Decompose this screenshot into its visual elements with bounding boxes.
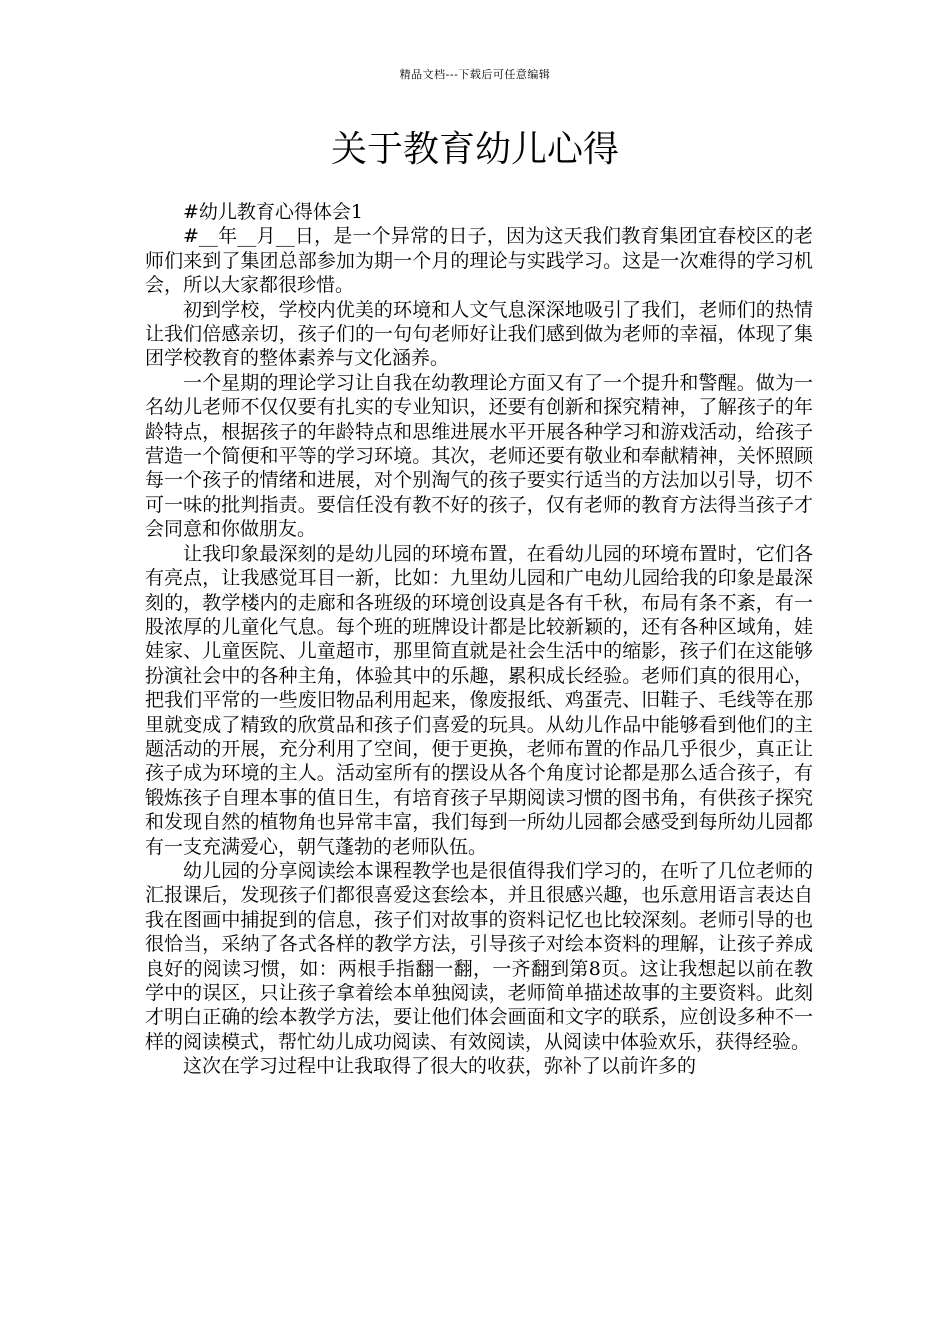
paragraph: 初到学校，学校内优美的环境和人文气息深深地吸引了我们，老师们的热情让我们倍感亲切，孩子们的一句句老师好让我们感到做为老师的幸福，体现了集团学校教育的整体素养与文化涵养。 bbox=[145, 298, 813, 370]
document-title: 关于教育幼儿心得 bbox=[330, 129, 619, 170]
paragraph: 让我印象最深刻的是幼儿园的环境布置，在看幼儿园的环境布置时，它们各有亮点，让我感觉耳目一新，比如：九里幼儿园和广电幼儿园给我的印象是最深刻的，教学楼内的走廊和各班级的环境创设真是各有千秋，布局有条不紊，有一股浓厚的儿童化气息。每个班的班牌设计都是比较新颖的，还有各种区域角，娃娃家、儿童医院、儿童超市，那里简直就是社会生活中的缩影，孩子们在这能够扮演社会中的各种主角，体验其中的乐趣，累积成长经验。老师们真的很用心，把我们平常的一些废旧物品利用起来，像废报纸、鸡蛋壳、旧鞋子、毛线等在那里就变成了精致的欣赏品和孩子们喜爱的玩具。从幼儿作品中能够看到他们的主题活动的开展，充分利用了空间，便于更换，老师布置的作品几乎很少，真正让孩子成为环境的主人。活动室所有的摆设从各个角度讨论都是那么适合孩子，有锻炼孩子自理本事的值日生，有培育孩子早期阅读习惯的图书角，有供孩子探究和发现自然的植物角也异常丰富，我们每到一所幼儿园都会感受到每所幼儿园都有一支充满爱心，朝气蓬勃的老师队伍。 bbox=[145, 542, 813, 858]
paragraph: 这次在学习过程中让我取得了很大的收获，弥补了以前许多的 bbox=[183, 1055, 697, 1078]
paragraph: #幼儿教育心得体会1 bbox=[183, 201, 364, 223]
paragraph: 一个星期的理论学习让自我在幼教理论方面又有了一个提升和警醒。做为一名幼儿老师不仅仅要有扎实的专业知识，还要有创新和探究精神，了解孩子的年龄特点，根据孩子的年龄特点和思维进展水平开展各种学习和游戏活动，给孩子营造一个简便和平等的学习环境。其次，老师还要有敬业和奉献精神，关怀照顾每一个孩子的情绪和进展，对个别淘气的孩子要实行适当的方法加以引导，切不可一味的批判指责。要信任没有教不好的孩子，仅有老师的教育方法得当孩子才会同意和你做朋友。 bbox=[145, 371, 813, 541]
document-body bbox=[145, 200, 813, 1079]
paragraph: #__年__月__日，是一个异常的日子，因为这天我们教育集团宜春校区的老师们来到了集团总部参加为期一个月的理论与实践学习。这是一次难得的学习机会，所以大家都很珍惜。 bbox=[145, 225, 813, 297]
header-note: 精品文档---下载后可任意编辑 bbox=[399, 68, 551, 81]
paragraph: 幼儿园的分享阅读绘本课程教学也是很值得我们学习的，在听了几位老师的汇报课后，发现孩子们都很喜爱这套绘本，并且很感兴趣，也乐意用语言表达自我在图画中捕捉到的信息，孩子们对故事的资料记忆也比较深刻。老师引导的也很恰当，采纳了各式各样的教学方法，引导孩子对绘本资料的理解，让孩子养成良好的阅读习惯，如：两根手指翻一翻，一齐翻到第8页。这让我想起以前在教学中的误区，只让孩子拿着绘本单独阅读，老师简单描述故事的主要资料。此刻才明白正确的绘本教学方法，要让他们体会画面和文字的联系，应创设多种不一样的阅读模式，帮忙幼儿成功阅读、有效阅读，从阅读中体验欢乐，获得经验。 bbox=[145, 859, 813, 1053]
